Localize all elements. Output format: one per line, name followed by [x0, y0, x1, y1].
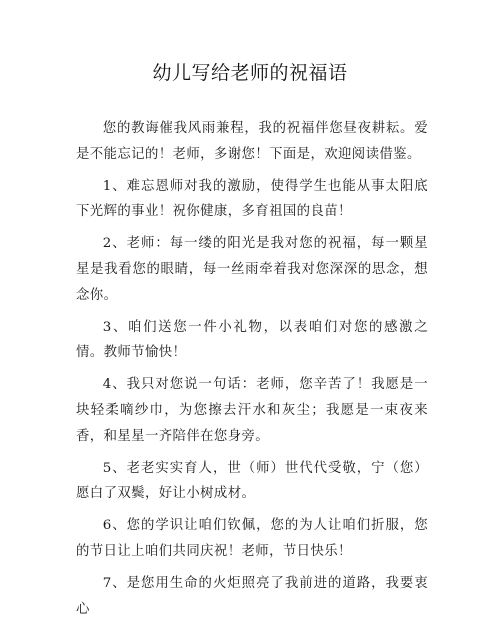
paragraph-4: 4、我只对您说一句话：老师，您辛苦了！我愿是一块轻柔嘀纱巾，为您擦去汗水和灰尘；我愿是一束夜来香，和星星一齐陪伴在您身旁。 — [76, 377, 428, 444]
paragraph-2: 2、老师：每一缕的阳光是我对您的祝福，每一颗星星是我看您的眼睛，每一丝雨牵着我对您深深的思念，想念你。 — [76, 236, 428, 303]
paragraph-5: 5、老老实实育人，世（师）世代代受敬，宁（您）愿白了双鬓，好让小树成材。 — [76, 460, 428, 502]
paragraph-6: 6、您的学识让咱们钦佩，您的为人让咱们折服，您的节日让上咱们共同庆祝！老师，节日快乐！ — [76, 518, 428, 559]
paragraph-7: 7、是您用生命的火炬照亮了我前进的道路，我要衷心 — [76, 575, 428, 617]
paragraph-1: 1、难忘恩师对我的激励，使得学生也能从事太阳底下光辉的事业！祝你健康，多育祖国的良苗！ — [76, 178, 428, 220]
document-body — [76, 116, 428, 628]
paragraph-intro: 您的教诲催我风雨兼程，我的祝福伴您昼夜耕耘。爱是不能忘记的！老师，多谢您！下面是，欢迎阅读借鉴。 — [76, 121, 428, 162]
document-title: 幼儿写给老师的祝福语 — [152, 62, 348, 84]
paragraph-3: 3、咱们送您一件小礼物，以表咱们对您的感激之情。教师节愉快！ — [76, 319, 428, 361]
